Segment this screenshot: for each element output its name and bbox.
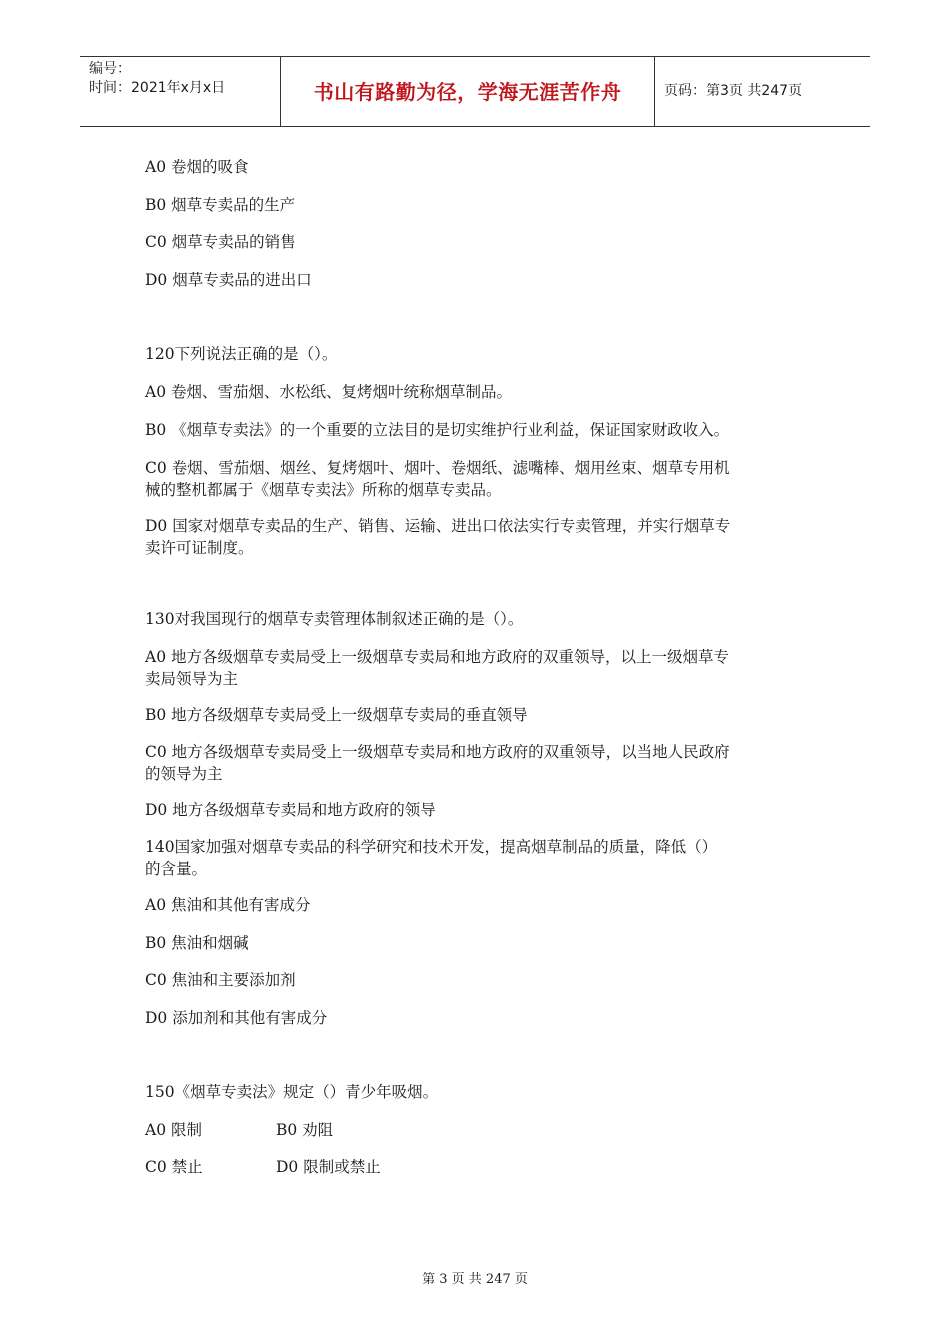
header-motto-cell — [281, 57, 655, 126]
page-footer: 第 3 页 共 247 页 — [422, 1272, 528, 1287]
option-line: B0 焦油和烟碱 — [145, 934, 249, 952]
number-label: 编号： — [89, 61, 131, 77]
question-14: 140国家加强对烟草专卖品的科学研究和技术开发，提高烟草制品的质量，降低（） 的含量。 — [145, 838, 718, 878]
option-line: D0 国家对烟草专卖品的生产、销售、运输、进出口依法实行专卖管理，并实行烟草专 卖许可证制度。 — [145, 517, 731, 557]
option-line: B0 《烟草专卖法》的一个重要的立法目的是切实维护行业利益，保证国家财政收入。 — [145, 421, 730, 439]
option-line: A0 限制 — [145, 1121, 202, 1139]
page-label: 页码：第3页 共247页 — [664, 83, 803, 99]
option-line: D0 地方各级烟草专卖局和地方政府的领导 — [145, 801, 436, 819]
header-meta-cell — [80, 57, 281, 126]
option-line: D0 添加剂和其他有害成分 — [145, 1009, 328, 1027]
option-line: C0 地方各级烟草专卖局受上一级烟草专卖局和地方政府的双重领导，以当地人民政府 的领导为主 — [145, 743, 730, 783]
option-line: A0 焦油和其他有害成分 — [145, 896, 311, 914]
option-line: D0 限制或禁止 — [276, 1158, 381, 1176]
time-label: 时间：2021年x月x日 — [89, 80, 226, 96]
option-line: B0 劝阻 — [276, 1121, 334, 1139]
page-header — [80, 56, 870, 127]
option-line: A0 卷烟的吸食 — [145, 158, 249, 176]
motto: 书山有路勤为径，学海无涯苦作舟 — [313, 80, 622, 104]
header-page-cell — [655, 57, 870, 126]
question-12: 120下列说法正确的是（）。 — [145, 345, 338, 363]
option-line: B0 地方各级烟草专卖局受上一级烟草专卖局的垂直领导 — [145, 706, 528, 724]
option-line: A0 地方各级烟草专卖局受上一级烟草专卖局和地方政府的双重领导，以上一级烟草专 卖局领导为主 — [145, 648, 729, 688]
option-line: D0 烟草专卖品的进出口 — [145, 271, 312, 289]
option-line: C0 卷烟、雪茄烟、烟丝、复烤烟叶、烟叶、卷烟纸、滤嘴棒、烟用丝束、烟草专用机 械的整机都属于《烟草专卖法》所称的烟草专卖品。 — [145, 459, 730, 499]
question-13: 130对我国现行的烟草专卖管理体制叙述正确的是（）。 — [145, 610, 524, 628]
option-line: A0 卷烟、雪茄烟、水松纸、复烤烟叶统称烟草制品。 — [145, 383, 512, 401]
option-line: C0 禁止 — [145, 1158, 203, 1176]
question-15: 150《烟草专卖法》规定（）青少年吸烟。 — [145, 1083, 439, 1101]
option-line: C0 烟草专卖品的销售 — [145, 233, 296, 251]
option-line: B0 烟草专卖品的生产 — [145, 196, 296, 214]
option-line: C0 焦油和主要添加剂 — [145, 971, 296, 989]
